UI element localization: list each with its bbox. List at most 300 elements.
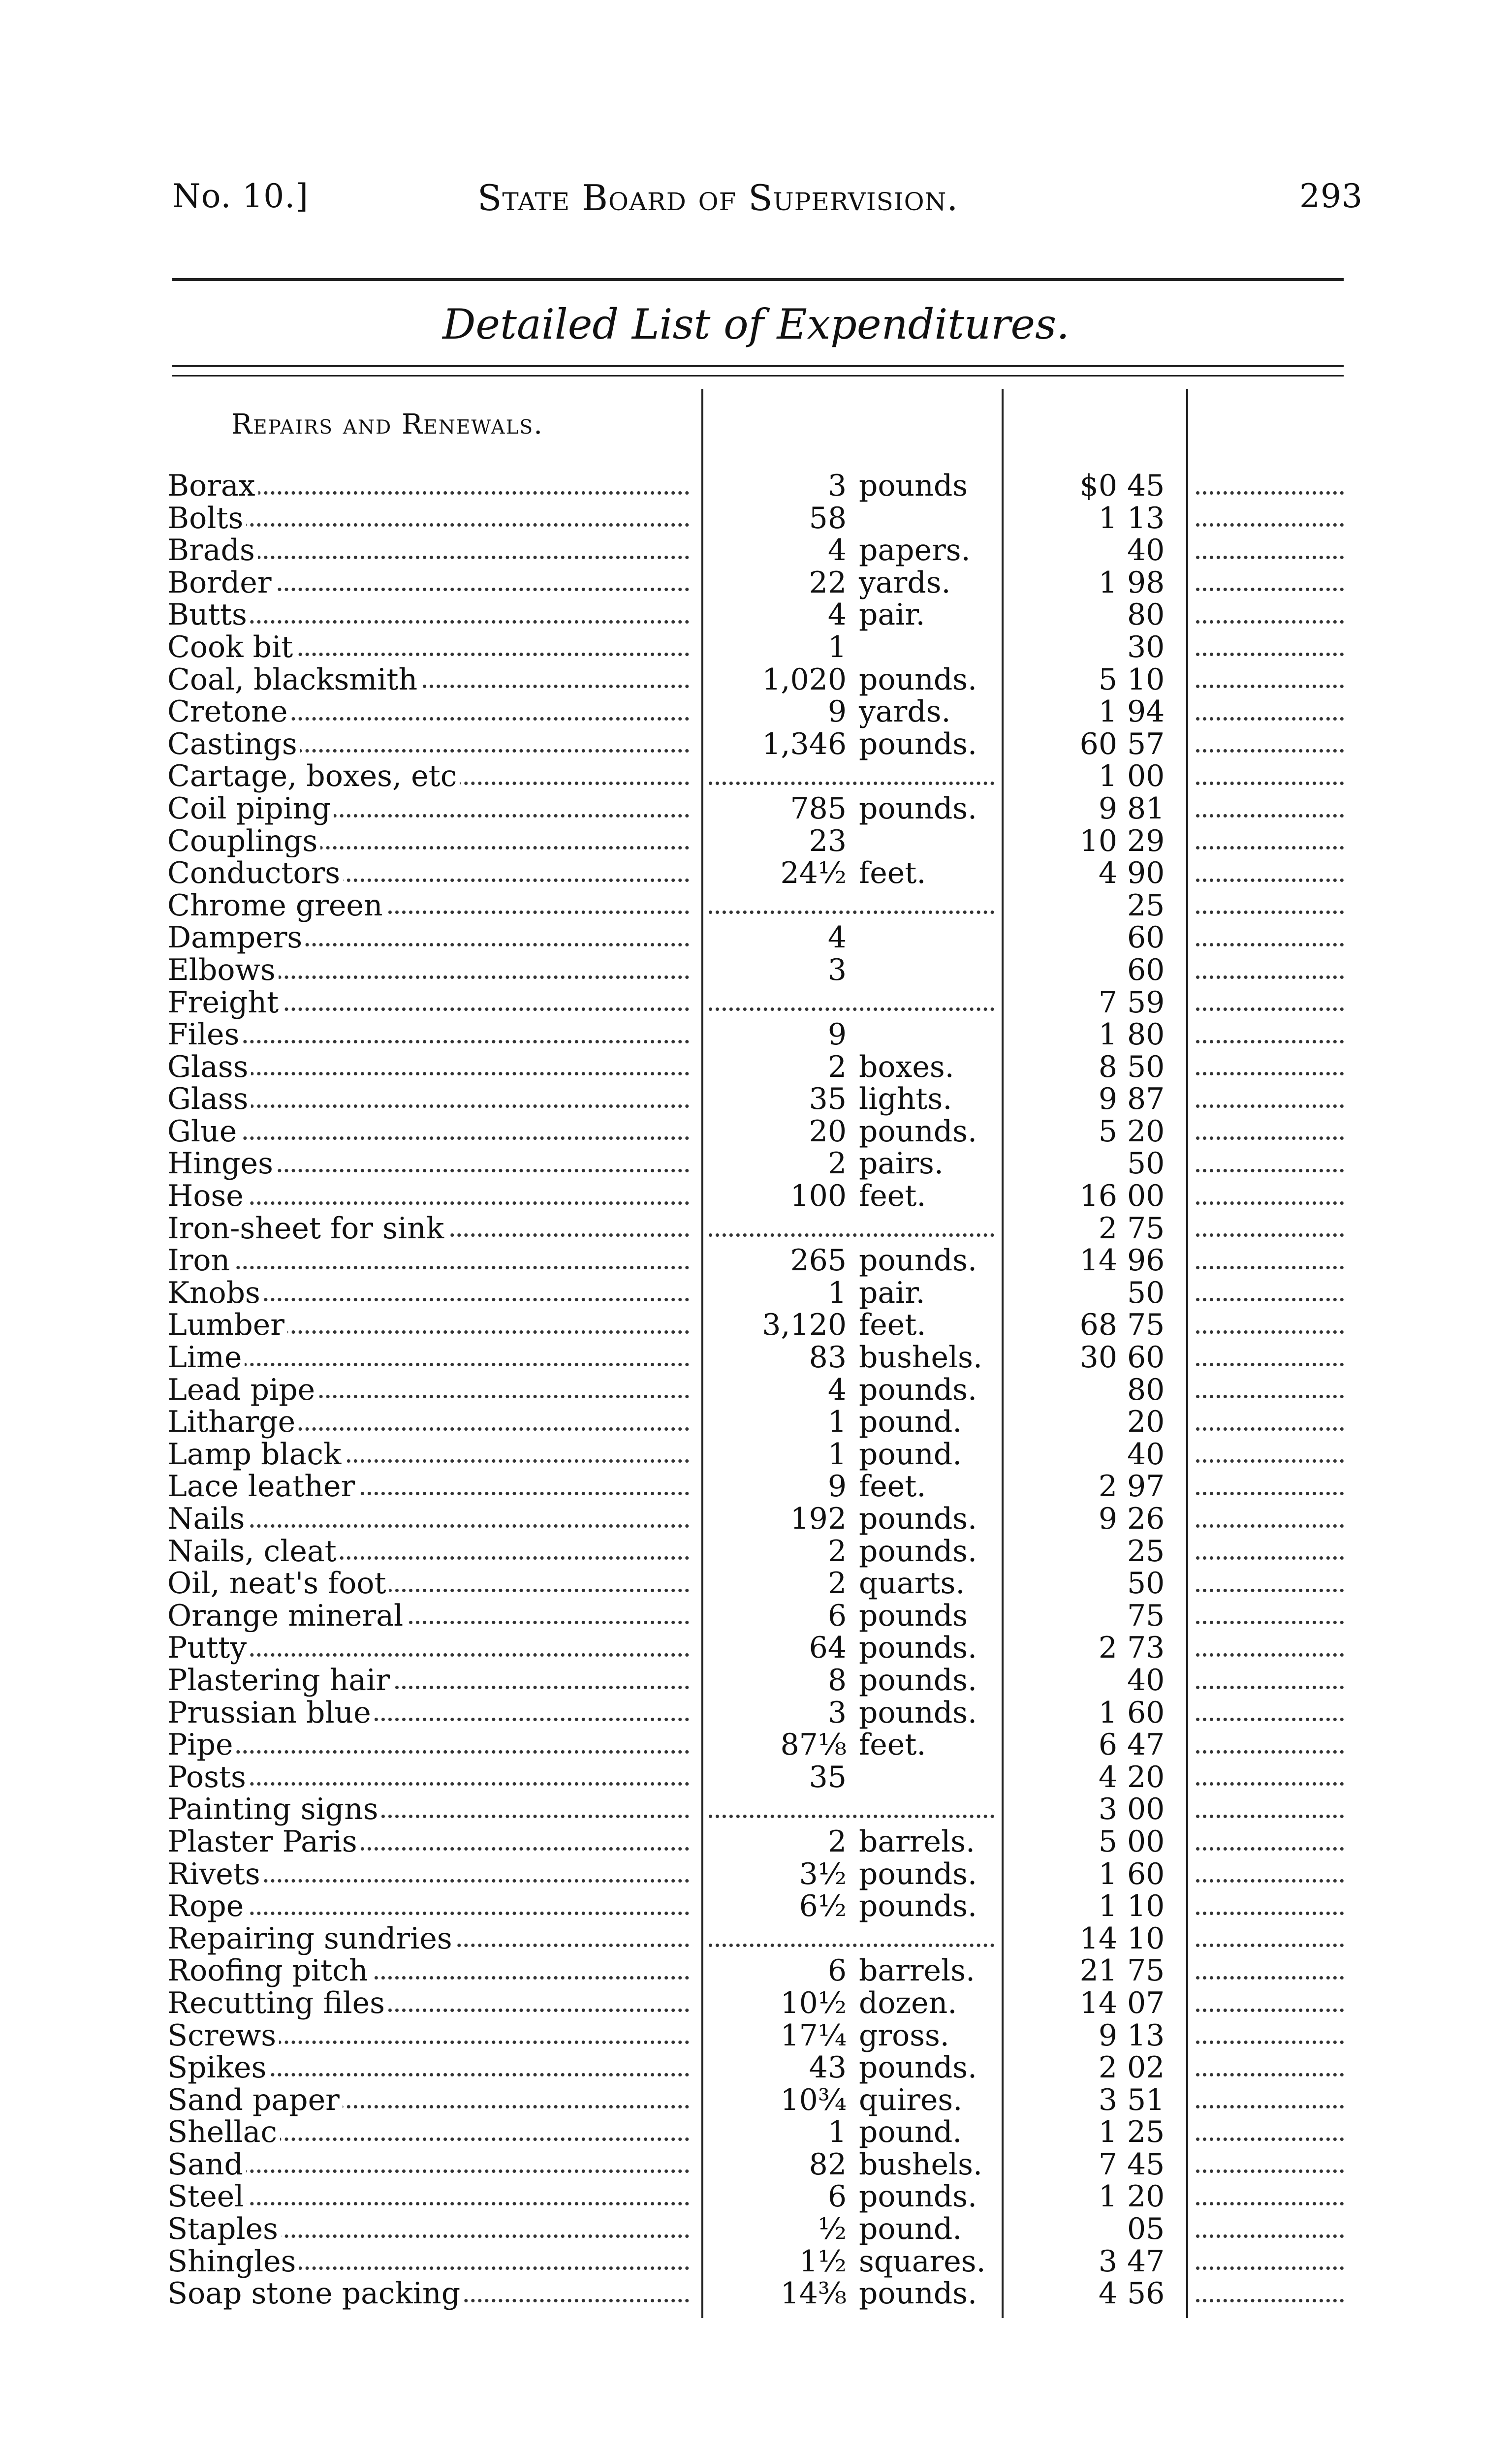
table-row xyxy=(0,470,1512,503)
extra-column-dots xyxy=(1196,685,1344,688)
item-name xyxy=(167,1600,694,1633)
item-name xyxy=(167,470,694,503)
running-head: State Board of Supervision. xyxy=(477,177,959,219)
item-name xyxy=(167,987,694,1019)
extra-column-dots xyxy=(1196,620,1344,624)
item-label: Posts xyxy=(167,1761,249,1794)
amount-dollars: 7 xyxy=(1098,985,1117,1020)
quantity: 4 xyxy=(827,1372,847,1407)
amount-cents: 60 xyxy=(1127,1340,1165,1375)
item-label: Lead pipe xyxy=(167,1374,318,1407)
unit: pound. xyxy=(859,1437,962,1472)
quantity: 2 xyxy=(827,1049,847,1084)
item-name xyxy=(167,728,694,761)
quantity: 3 xyxy=(827,469,847,503)
quantity: ½ xyxy=(818,2212,847,2247)
table-row xyxy=(0,1697,1512,1729)
amount-dollars: 16 xyxy=(1079,1179,1117,1214)
item-name xyxy=(167,890,694,922)
amount-dollars: 4 xyxy=(1098,1760,1117,1794)
item-label: Pipe xyxy=(167,1729,236,1761)
unit: pounds xyxy=(859,469,968,503)
item-name xyxy=(167,1471,694,1503)
quantity-leader-dots xyxy=(709,782,994,785)
item-label: Roofing pitch xyxy=(167,1955,371,1987)
extra-column-dots xyxy=(1196,556,1344,559)
amount-dollars: 1 xyxy=(1098,2179,1117,2214)
table-row xyxy=(0,1761,1512,1794)
amount-cents: 59 xyxy=(1127,985,1165,1020)
table-row xyxy=(0,825,1512,858)
extra-column-dots xyxy=(1196,1944,1344,1947)
item-label: Cook bit xyxy=(167,631,296,664)
amount-dollars: 1 xyxy=(1098,1889,1117,1924)
quantity: 20 xyxy=(809,1114,847,1149)
unit: pounds. xyxy=(859,1856,977,1891)
table-row xyxy=(0,599,1512,631)
extra-column-dots xyxy=(1196,588,1344,591)
item-name xyxy=(167,1083,694,1116)
amount-cents: 50 xyxy=(1127,1146,1165,1181)
table-row xyxy=(0,1180,1512,1213)
extra-column-dots xyxy=(1196,1524,1344,1528)
amount-dollars: 30 xyxy=(1079,1340,1117,1375)
item-name xyxy=(167,1309,694,1342)
extra-column-dots xyxy=(1196,653,1344,656)
unit: pound. xyxy=(859,2115,962,2150)
extra-column-dots xyxy=(1196,911,1344,914)
item-label: Plastering hair xyxy=(167,1665,393,1697)
extra-column-dots xyxy=(1196,2169,1344,2173)
quantity: 6 xyxy=(827,1953,847,1988)
amount-cents: 25 xyxy=(1127,888,1165,923)
extra-column-dots xyxy=(1196,846,1344,849)
amount-cents: 47 xyxy=(1127,2244,1165,2279)
table-row xyxy=(0,2213,1512,2246)
amount-cents: 47 xyxy=(1127,1728,1165,1762)
amount-dollars: 2 xyxy=(1098,2050,1117,2085)
quantity: 3,120 xyxy=(762,1308,847,1343)
table-row xyxy=(0,2116,1512,2149)
item-name xyxy=(167,1503,694,1536)
item-label: Glue xyxy=(167,1116,240,1148)
item-label: Oil, neat's foot xyxy=(167,1568,389,1600)
table-row xyxy=(0,1277,1512,1310)
quantity: 1 xyxy=(827,629,847,664)
item-name xyxy=(167,760,694,793)
unit: pound. xyxy=(859,2212,962,2247)
extra-column-dots xyxy=(1196,1847,1344,1851)
quantity: 1½ xyxy=(799,2244,847,2279)
table-row xyxy=(0,793,1512,825)
item-name xyxy=(167,2149,694,2181)
item-label: Iron xyxy=(167,1245,233,1277)
extra-column-dots xyxy=(1196,1136,1344,1140)
amount-cents: 26 xyxy=(1127,1502,1165,1536)
amount-cents: 73 xyxy=(1127,1631,1165,1665)
item-label: Butts xyxy=(167,599,250,631)
item-label: Shellac xyxy=(167,2116,280,2149)
table-row xyxy=(0,1083,1512,1116)
item-name xyxy=(167,631,694,664)
item-label: Repairing sundries xyxy=(167,1923,455,1955)
item-label: Knobs xyxy=(167,1277,263,1310)
amount-dollars: 3 xyxy=(1098,2082,1117,2117)
extra-column-dots xyxy=(1196,1492,1344,1495)
item-name xyxy=(167,1536,694,1568)
item-name xyxy=(167,1245,694,1277)
unit: dozen. xyxy=(859,1985,957,2020)
extra-column-dots xyxy=(1196,1427,1344,1431)
quantity: 82 xyxy=(809,2147,847,2182)
quantity: 3½ xyxy=(799,1856,847,1891)
item-name xyxy=(167,1116,694,1148)
amount-cents: 25 xyxy=(1127,1534,1165,1569)
item-name xyxy=(167,2278,694,2310)
amount-cents: 00 xyxy=(1127,1792,1165,1827)
item-label: Cartage, boxes, etc xyxy=(167,760,460,793)
item-label: Sand xyxy=(167,2149,246,2181)
extra-column-dots xyxy=(1196,523,1344,527)
table-row xyxy=(0,922,1512,954)
extra-column-dots xyxy=(1196,1459,1344,1463)
item-name xyxy=(167,503,694,535)
table-row xyxy=(0,2084,1512,2117)
amount-cents: 00 xyxy=(1127,1179,1165,1214)
item-label: Nails xyxy=(167,1503,248,1536)
amount-cents: 13 xyxy=(1127,501,1165,535)
extra-column-dots xyxy=(1196,2234,1344,2238)
quantity: 17¼ xyxy=(780,2018,847,2053)
item-name xyxy=(167,1180,694,1213)
quantity: 4 xyxy=(827,597,847,632)
extra-column-dots xyxy=(1196,2137,1344,2141)
amount-dollars: 1 xyxy=(1098,1695,1117,1730)
amount-cents: 75 xyxy=(1127,1953,1165,1988)
amount-cents: 45 xyxy=(1127,2147,1165,2182)
quantity: 1 xyxy=(827,1437,847,1472)
item-label: Rope xyxy=(167,1890,247,1923)
item-name xyxy=(167,954,694,987)
quantity: 43 xyxy=(809,2050,847,2085)
amount-cents: 10 xyxy=(1127,662,1165,697)
table-row xyxy=(0,1245,1512,1277)
extra-column-dots xyxy=(1196,1782,1344,1786)
quantity: 4 xyxy=(827,920,847,955)
unit: pair. xyxy=(859,597,925,632)
item-name xyxy=(167,1277,694,1310)
table-row xyxy=(0,1890,1512,1923)
table-row xyxy=(0,534,1512,567)
extra-column-dots xyxy=(1196,1201,1344,1205)
table-row xyxy=(0,2052,1512,2084)
amount-dollars: 5 xyxy=(1098,662,1117,697)
table-row xyxy=(0,1826,1512,1858)
amount-dollars: 1 xyxy=(1098,1017,1117,1052)
table-row xyxy=(0,1955,1512,1987)
item-label: Hose xyxy=(167,1180,247,1213)
table-row xyxy=(0,1342,1512,1374)
quantity: 35 xyxy=(809,1760,847,1794)
table-row xyxy=(0,1729,1512,1761)
unit: pounds. xyxy=(859,1534,977,1569)
amount-dollars: 4 xyxy=(1098,2276,1117,2311)
item-label: Borax xyxy=(167,470,258,503)
amount-cents: 98 xyxy=(1127,565,1165,600)
amount-cents: 40 xyxy=(1127,533,1165,568)
item-label: Soap stone packing xyxy=(167,2278,463,2310)
item-label: Coil piping xyxy=(167,793,334,825)
extra-column-dots xyxy=(1196,2299,1344,2302)
item-name xyxy=(167,2084,694,2117)
item-name xyxy=(167,2020,694,2052)
item-label: Painting signs xyxy=(167,1793,381,1826)
unit: feet. xyxy=(859,1179,926,1214)
amount-cents: 60 xyxy=(1127,1695,1165,1730)
item-name xyxy=(167,1148,694,1180)
item-name xyxy=(167,1374,694,1407)
extra-column-dots xyxy=(1196,1330,1344,1334)
unit: bushels. xyxy=(859,1340,983,1375)
table-row xyxy=(0,857,1512,890)
table-row xyxy=(0,2020,1512,2052)
amount-cents: 75 xyxy=(1127,1211,1165,1246)
item-name xyxy=(167,1665,694,1697)
item-name xyxy=(167,2246,694,2278)
extra-column-dots xyxy=(1196,1169,1344,1172)
item-name xyxy=(167,534,694,567)
item-name xyxy=(167,1793,694,1826)
amount-cents: 75 xyxy=(1127,1598,1165,1633)
quantity: 100 xyxy=(790,1179,847,1214)
quantity: 1,020 xyxy=(762,662,847,697)
item-label: Brads xyxy=(167,534,258,567)
item-label: Conductors xyxy=(167,857,343,890)
unit: pounds. xyxy=(859,662,977,697)
header-rule xyxy=(172,278,1344,281)
table-row xyxy=(0,1051,1512,1084)
unit: pair. xyxy=(859,1275,925,1310)
unit: feet. xyxy=(859,856,926,891)
item-name xyxy=(167,1987,694,2020)
extra-column-dots xyxy=(1196,2073,1344,2076)
item-label: Sand paper xyxy=(167,2084,343,2117)
quantity-leader-dots xyxy=(709,911,994,914)
amount-cents: 87 xyxy=(1127,1082,1165,1117)
item-name xyxy=(167,664,694,696)
item-label: Screws xyxy=(167,2020,279,2052)
unit: pounds. xyxy=(859,1663,977,1697)
table-row xyxy=(0,631,1512,664)
amount-cents: 50 xyxy=(1127,1275,1165,1310)
amount-cents: 20 xyxy=(1127,1114,1165,1149)
table-row xyxy=(0,1600,1512,1633)
amount-cents: 80 xyxy=(1127,597,1165,632)
extra-column-dots xyxy=(1196,1686,1344,1689)
quantity: 87⅛ xyxy=(780,1728,847,1762)
unit: pounds. xyxy=(859,2179,977,2214)
item-label: Recutting files xyxy=(167,1987,388,2020)
quantity: 1 xyxy=(827,1405,847,1440)
amount-dollars: 9 xyxy=(1098,1082,1117,1117)
amount-dollars: 2 xyxy=(1098,1469,1117,1504)
amount-dollars: 1 xyxy=(1098,1856,1117,1891)
table-row xyxy=(0,1148,1512,1180)
extra-column-dots xyxy=(1196,1879,1344,1883)
unit: pounds. xyxy=(859,1889,977,1924)
quantity: 4 xyxy=(827,533,847,568)
item-label: Putty xyxy=(167,1632,250,1665)
extra-column-dots xyxy=(1196,975,1344,979)
table-row xyxy=(0,696,1512,728)
item-name xyxy=(167,922,694,954)
unit: pound. xyxy=(859,1405,962,1440)
amount-cents: 90 xyxy=(1127,856,1165,891)
amount-cents: 40 xyxy=(1127,1437,1165,1472)
quantity: 3 xyxy=(827,1695,847,1730)
quantity: 265 xyxy=(790,1243,847,1278)
table-row xyxy=(0,2246,1512,2278)
amount-cents: 96 xyxy=(1127,1243,1165,1278)
quantity: 2 xyxy=(827,1146,847,1181)
quantity: 3 xyxy=(827,952,847,987)
item-label: Dampers xyxy=(167,922,305,954)
quantity: 1 xyxy=(827,2115,847,2150)
item-label: Lace leather xyxy=(167,1471,358,1503)
expenditure-table xyxy=(0,470,1512,2310)
unit: quires. xyxy=(859,2082,963,2117)
quantity: 9 xyxy=(827,1017,847,1052)
item-name xyxy=(167,599,694,631)
quantity: 2 xyxy=(827,1566,847,1601)
amount-cents: 75 xyxy=(1127,1308,1165,1343)
quantity: 6½ xyxy=(799,1889,847,1924)
amount-cents: 13 xyxy=(1127,2018,1165,2053)
page-series-number: No. 10.] xyxy=(172,177,309,215)
item-label: Steel xyxy=(167,2181,247,2213)
table-row xyxy=(0,1116,1512,1148)
amount-cents: 20 xyxy=(1127,1405,1165,1440)
extra-column-dots xyxy=(1196,1072,1344,1075)
unit: pounds. xyxy=(859,1243,977,1278)
unit: pounds. xyxy=(859,726,977,761)
item-name xyxy=(167,1568,694,1600)
unit: pounds. xyxy=(859,2276,977,2311)
extra-column-dots xyxy=(1196,1233,1344,1237)
extra-column-dots xyxy=(1196,1556,1344,1560)
item-name xyxy=(167,1729,694,1761)
table-row xyxy=(0,664,1512,696)
quantity: 10¾ xyxy=(780,2082,847,2117)
table-row xyxy=(0,1503,1512,1536)
item-label: Glass xyxy=(167,1083,251,1116)
quantity-leader-dots xyxy=(709,1944,994,1947)
item-name xyxy=(167,2213,694,2246)
unit: pounds. xyxy=(859,1372,977,1407)
amount-cents: 50 xyxy=(1127,1049,1165,1084)
amount-dollars: 68 xyxy=(1079,1308,1117,1343)
quantity: 6 xyxy=(827,1598,847,1633)
unit: feet. xyxy=(859,1728,926,1762)
item-label: Border xyxy=(167,567,275,599)
extra-column-dots xyxy=(1196,1621,1344,1624)
amount-cents: 30 xyxy=(1127,629,1165,664)
table-row xyxy=(0,2149,1512,2181)
item-label: Staples xyxy=(167,2213,281,2246)
amount-dollars: 1 xyxy=(1098,2115,1117,2150)
quantity: 35 xyxy=(809,1082,847,1117)
table-row xyxy=(0,1439,1512,1471)
item-label: Coal, blacksmith xyxy=(167,664,420,696)
amount-dollars: 60 xyxy=(1079,726,1117,761)
extra-column-dots xyxy=(1196,1363,1344,1366)
item-label: Nails, cleat xyxy=(167,1536,340,1568)
quantity: 83 xyxy=(809,1340,847,1375)
item-label: Cretone xyxy=(167,696,290,728)
amount-dollars: 14 xyxy=(1079,1243,1117,1278)
unit: bushels. xyxy=(859,2147,983,2182)
table-row xyxy=(0,503,1512,535)
amount-cents: 81 xyxy=(1127,791,1165,826)
amount-cents: 25 xyxy=(1127,2115,1165,2150)
extra-column-dots xyxy=(1196,1298,1344,1301)
amount-dollars: 6 xyxy=(1098,1728,1117,1762)
item-name xyxy=(167,793,694,825)
item-name xyxy=(167,2181,694,2213)
table-row xyxy=(0,1987,1512,2020)
extra-column-dots xyxy=(1196,2009,1344,2012)
table-row xyxy=(0,1374,1512,1407)
amount-cents: 80 xyxy=(1127,1017,1165,1052)
item-name xyxy=(167,1923,694,1955)
unit: pounds xyxy=(859,1598,968,1633)
double-rule-top xyxy=(172,365,1344,367)
quantity: 8 xyxy=(827,1663,847,1697)
page-subtitle: Detailed List of Expenditures. xyxy=(442,300,1070,348)
item-label: Rivets xyxy=(167,1858,263,1891)
table-row xyxy=(0,1632,1512,1665)
amount-dollars: 1 xyxy=(1098,694,1117,729)
item-label: Plaster Paris xyxy=(167,1826,360,1858)
extra-column-dots xyxy=(1196,1266,1344,1269)
table-row xyxy=(0,1793,1512,1826)
unit: pounds. xyxy=(859,1114,977,1149)
amount-dollars: 21 xyxy=(1079,1953,1117,1988)
amount-dollars: 7 xyxy=(1098,2147,1117,2182)
amount-cents: 97 xyxy=(1127,1469,1165,1504)
table-row xyxy=(0,1406,1512,1439)
item-label: Couplings xyxy=(167,825,320,858)
extra-column-dots xyxy=(1196,717,1344,721)
double-rule-bottom xyxy=(172,375,1344,377)
amount-cents: 60 xyxy=(1127,1856,1165,1891)
table-row xyxy=(0,1213,1512,1245)
amount-cents: 07 xyxy=(1127,1985,1165,2020)
amount-dollars: 1 xyxy=(1098,501,1117,535)
item-label: Iron-sheet for sink xyxy=(167,1213,447,1245)
item-name xyxy=(167,1019,694,1051)
table-row xyxy=(0,1536,1512,1568)
amount-dollars: 4 xyxy=(1098,856,1117,891)
unit: papers. xyxy=(859,533,971,568)
amount-cents: 10 xyxy=(1127,1889,1165,1924)
amount-dollars: 14 xyxy=(1079,1921,1117,1956)
table-row xyxy=(0,1923,1512,1955)
quantity: 14⅜ xyxy=(780,2276,847,2311)
unit: pounds. xyxy=(859,2050,977,2085)
amount-dollars: 9 xyxy=(1098,1502,1117,1536)
item-name xyxy=(167,1955,694,1987)
